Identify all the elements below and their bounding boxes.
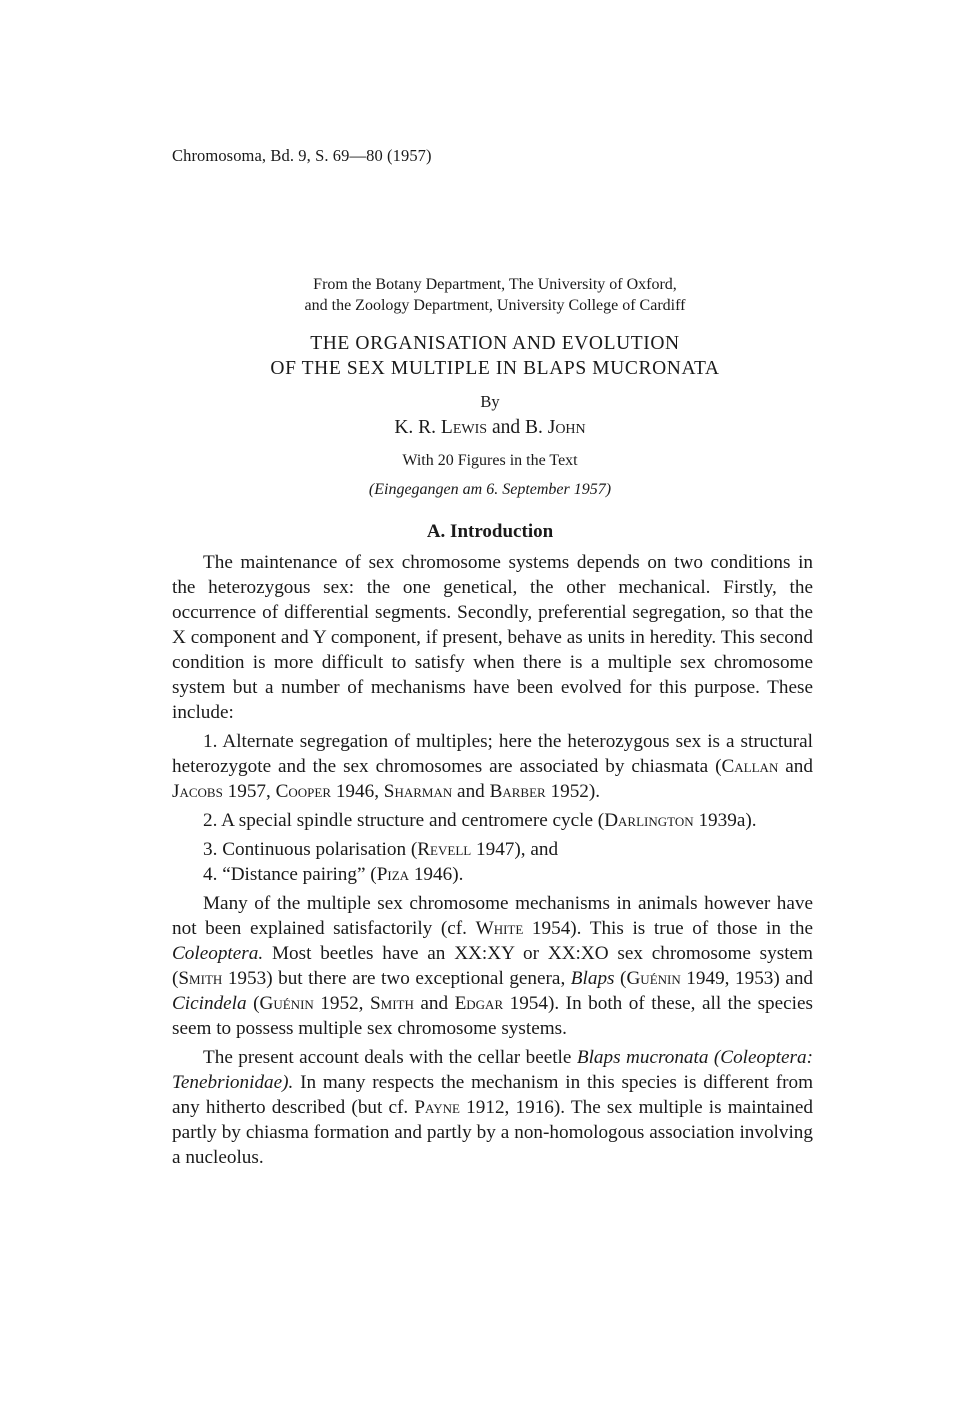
taxon: Coleoptera. xyxy=(172,943,264,964)
citation: Guénin xyxy=(626,968,681,989)
citation: Edgar xyxy=(454,993,504,1014)
paper-title-line-1: THE ORGANISATION AND EVOLUTION xyxy=(310,333,680,354)
author-conjunction: and B. xyxy=(487,417,548,438)
citation: Callan xyxy=(721,756,779,777)
received-date: (Eingegangen am 6. September 1957) xyxy=(368,481,612,498)
citation: Smith xyxy=(178,968,223,989)
citation: Smith xyxy=(369,993,414,1014)
affiliation-line-1: From the Botany Department, The University of Oxford, xyxy=(313,276,677,293)
taxon: Blaps xyxy=(570,968,615,989)
paragraph-3: The present account deals with the cellar beetle Blaps mucronata (Coleoptera: Tenebrionidae). In many respects the mechanism in this species is different from any hitherto described (but cf. Payne 1912, 1916). The sex multiple is maintained partly by chiasma formation and partly by a non-homologous association involving a nucleolus. xyxy=(172,1047,813,1168)
paper-title-line-2: OF THE SEX MULTIPLE IN BLAPS MUCRONATA xyxy=(270,358,720,379)
citation: Barber xyxy=(489,781,546,802)
citation: Piza xyxy=(376,864,410,885)
list-item-2: 2. A special spindle structure and centromere cycle (Darlington 1939a). xyxy=(203,810,757,831)
section-heading: A. Introduction xyxy=(426,521,554,542)
paragraph-1: The maintenance of sex chromosome systems depends on two conditions in the heterozygous sex: the one genetical, the other mechanical. Firstly, the occurrence of differential segments. Secondly, preferential segregation, so that the X component and Y component, if present, behave as units in heredity. This second condition is more difficult to satisfy when there is a multiple sex chromosome system but a number of mechanisms have been evolved for this purpose. These include: xyxy=(172,552,813,723)
taxon: Blaps mucronata (Coleoptera: Tenebrionidae). xyxy=(172,1047,813,1093)
citation: Cooper xyxy=(275,781,332,802)
citation: Revell xyxy=(417,839,472,860)
citation: Darlington xyxy=(604,810,694,831)
authors xyxy=(0,417,961,439)
author-1-initials: K. R. xyxy=(394,417,441,438)
paragraph-2: Many of the multiple sex chromosome mechanisms in animals however have not been explained satisfactorily (cf. White 1954). This is true of those in the Coleoptera. Most beetles have an XX:XY or XX:XO sex chromosome system (Smith 1953) but there are two exceptional genera, Blaps (Guénin 1949, 1953) and Cicindela (Guénin 1952, Smith and Edgar 1954). In both of these, all the species seem to possess multiple sex chromosome systems. xyxy=(172,893,814,1039)
list-item-1: 1. Alternate segregation of multiples; here the heterozygous sex is a structural heterozygote and the sex chromosomes are associated by chiasmata (Callan and Jacobs 1957, Cooper 1946, Sharman and Barber 1952). xyxy=(172,731,813,802)
citation: Payne xyxy=(414,1097,460,1118)
author-1-surname: Lewis xyxy=(440,417,488,438)
body-text xyxy=(172,550,813,1174)
taxon: Cicindela xyxy=(172,993,247,1014)
affiliation-line-2: and the Zoology Department, University College of Cardiff xyxy=(304,297,686,314)
figures-note: With 20 Figures in the Text xyxy=(402,452,578,469)
author-2-surname: John xyxy=(547,417,586,438)
citation: White xyxy=(475,918,524,939)
list-item-3: 3. Continuous polarisation (Revell 1947), and xyxy=(203,839,559,860)
byline-by: By xyxy=(480,392,500,411)
citation: Guénin xyxy=(259,993,314,1014)
citation: Jacobs xyxy=(172,781,223,802)
list-item-4: 4. “Distance pairing” (Piza 1946). xyxy=(203,864,464,885)
citation: Sharman xyxy=(383,781,453,802)
journal-reference: Chromosoma, Bd. 9, S. 69—80 (1957) xyxy=(172,146,432,165)
